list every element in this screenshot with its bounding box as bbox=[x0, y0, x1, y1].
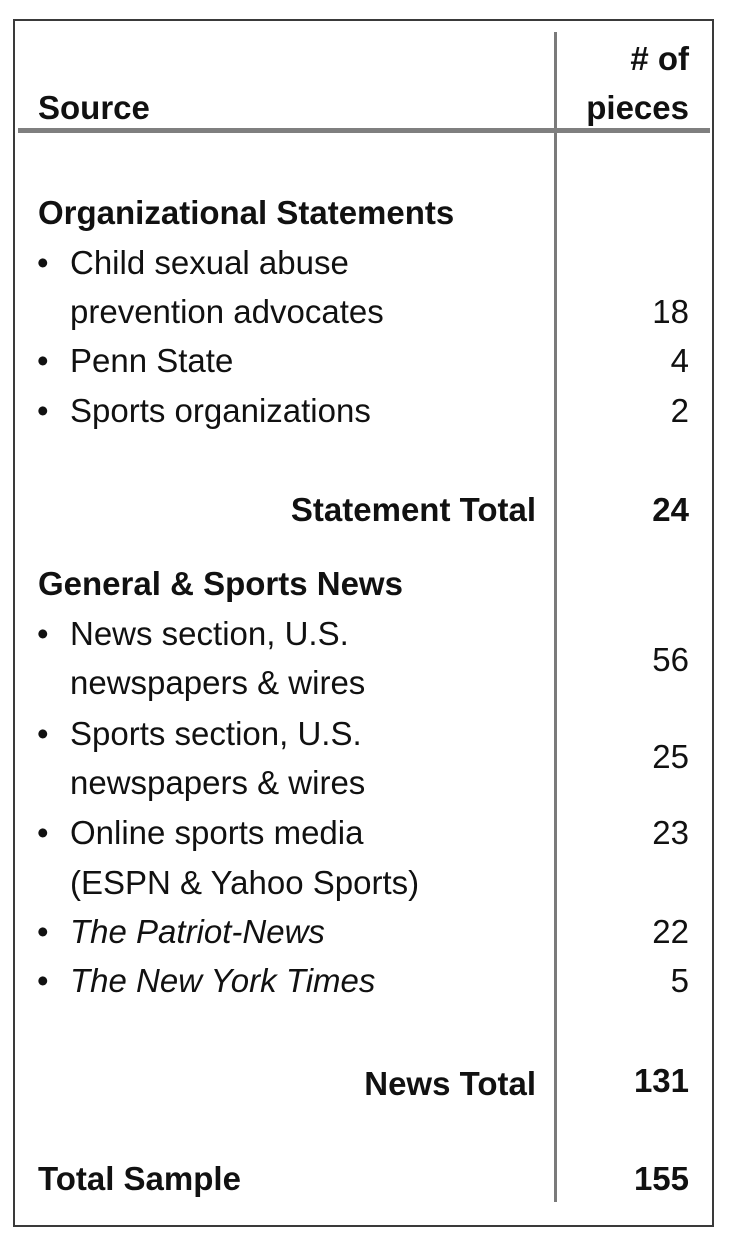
subtotal-value: 24 bbox=[652, 491, 689, 528]
total-value: 155 bbox=[633, 1160, 689, 1197]
subtotal-label: News Total bbox=[364, 1065, 536, 1102]
row-value: 23 bbox=[652, 814, 689, 851]
section-title: Organizational Statements bbox=[38, 194, 455, 231]
header-count-line2: pieces bbox=[586, 89, 689, 126]
bullet-icon: • bbox=[37, 715, 49, 752]
bullet-icon: • bbox=[37, 615, 49, 652]
bullet-icon: • bbox=[37, 392, 49, 429]
header-rule bbox=[18, 128, 710, 133]
row-value: 4 bbox=[670, 342, 689, 379]
row-value: 56 bbox=[652, 641, 689, 678]
bullet-icon: • bbox=[37, 962, 49, 999]
header-source: Source bbox=[38, 89, 150, 126]
row-value: 25 bbox=[652, 738, 689, 775]
row-value: 22 bbox=[652, 913, 689, 950]
section-title: General & Sports News bbox=[38, 565, 403, 602]
row-label: The Patriot-News bbox=[70, 913, 325, 950]
row-label: prevention advocates bbox=[70, 293, 384, 330]
row-label: Online sports media bbox=[70, 814, 364, 851]
bullet-icon: • bbox=[37, 244, 49, 281]
row-label: Penn State bbox=[70, 342, 234, 379]
row-label: newspapers & wires bbox=[70, 764, 366, 801]
row-label: (ESPN & Yahoo Sports) bbox=[70, 864, 420, 901]
row-value: 18 bbox=[652, 293, 689, 330]
row-value: 5 bbox=[670, 962, 689, 999]
subtotal-value: 131 bbox=[633, 1062, 689, 1099]
bullet-icon: • bbox=[37, 913, 49, 950]
bullet-icon: • bbox=[37, 342, 49, 379]
row-value: 2 bbox=[670, 392, 689, 429]
column-divider bbox=[554, 32, 557, 1202]
row-label: Sports organizations bbox=[70, 392, 371, 429]
row-label: The New York Times bbox=[70, 962, 376, 999]
subtotal-label: Statement Total bbox=[290, 491, 536, 528]
row-label: News section, U.S. bbox=[70, 615, 349, 652]
row-label: newspapers & wires bbox=[70, 664, 366, 701]
total-label: Total Sample bbox=[38, 1160, 241, 1197]
bullet-icon: • bbox=[37, 814, 49, 851]
row-label: Sports section, U.S. bbox=[70, 715, 362, 752]
header-count-line1: # of bbox=[630, 40, 689, 77]
row-label: Child sexual abuse bbox=[70, 244, 349, 281]
